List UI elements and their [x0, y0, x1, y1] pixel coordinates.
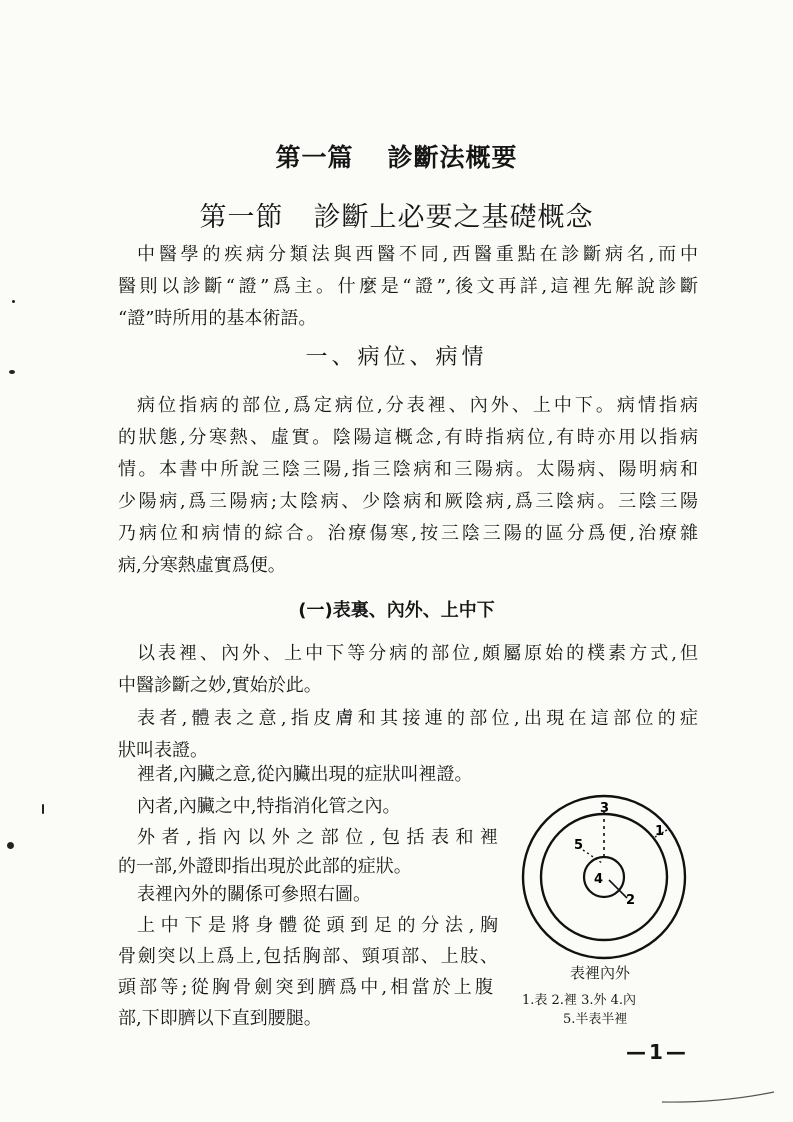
body-line: 的一部,外證即指出現於此部的症狀。 — [118, 856, 412, 877]
body-line: 少陽病,爲三陽病;太陰病、少陰病和厥陰病,爲三陰病。三陰三陽 — [118, 491, 698, 512]
body-line: 病,分寒熱虛實爲便。 — [118, 555, 286, 576]
body-line: 部,下即臍以下直到腰腿。 — [118, 1008, 322, 1029]
body-line: 表者,體表之意,指皮膚和其接連的部位,出現在這部位的症 — [137, 708, 698, 729]
figure-label-1: 1 — [655, 824, 665, 839]
scan-mark — [12, 300, 15, 303]
section-title-part2: 診斷上必要之基礎概念 — [313, 202, 594, 233]
figure-label-4: 4 — [594, 872, 604, 887]
body-line: 頭部等;從胸骨劍突到臍爲中,相當於上腹 — [118, 977, 493, 998]
subsection-heading: (一)表裏、內外、上中下 — [298, 600, 495, 621]
scan-mark — [7, 842, 14, 849]
body-line: 情。本書中所說三陰三陽,指三陰病和三陽病。太陽病、陽明病和 — [118, 459, 698, 480]
body-line: 骨劍突以上爲上,包括胸部、頸項部、上肢、 — [118, 946, 498, 967]
intro-line: 中醫學的疾病分類法與西醫不同,西醫重點在診斷病名,而中 — [137, 244, 698, 265]
body-line: 上中下是將身體從頭到足的分法,胸 — [137, 915, 498, 936]
chapter-title-part2: 診斷法概要 — [387, 143, 518, 172]
figure-label-2: 2 — [626, 893, 636, 908]
body-line: 的狀態,分寒熱、虛實。陰陽這概念,有時指病位,有時亦用以指病 — [118, 427, 698, 448]
subsection-heading: 一、病位、病情 — [305, 345, 488, 370]
scan-mark — [42, 804, 44, 814]
section-title-part1: 第一節 — [199, 202, 284, 233]
body-line: 乃病位和病情的綜合。治療傷寒,按三陰三陽的區分爲便,治療雜 — [118, 523, 698, 544]
body-line: 內者,內臟之中,特指消化管之內。 — [137, 796, 401, 817]
figure-caption: 1.表 2.裡 3.外 4.內 — [522, 993, 637, 1008]
body-line: 裡者,內臟之意,從內臟出現的症狀叫裡證。 — [137, 764, 473, 785]
figure-label-3: 3 — [600, 801, 610, 816]
inner-circle — [584, 857, 624, 897]
body-line: 外者,指內以外之部位,包括表和裡 — [137, 827, 498, 848]
intro-line: “證”時所用的基本術語。 — [118, 308, 317, 329]
intro-line: 醫則以診斷“證”爲主。什麼是“證”,後文再詳,這裡先解說診斷 — [118, 276, 698, 297]
body-line: 病位指病的部位,爲定病位,分表裡、內外、上中下。病情指病 — [137, 395, 698, 416]
body-line: 狀叫表證。 — [118, 740, 208, 761]
body-line: 以表裡、內外、上中下等分病的部位,頗屬原始的樸素方式,但 — [137, 643, 698, 664]
chapter-title-part1: 第一篇 — [275, 143, 354, 172]
figure-title: 表裡內外 — [570, 964, 631, 982]
figure-caption: 5.半表半裡 — [563, 1012, 628, 1027]
scan-mark — [9, 370, 15, 374]
concentric-circles-figure — [515, 790, 695, 960]
scan-smudge-line — [660, 1088, 780, 1108]
figure-label-5: 5 — [574, 838, 584, 853]
chapter-title — [0, 138, 793, 174]
middle-circle — [541, 814, 667, 940]
body-line: 中醫診斷之妙,實始於此。 — [118, 675, 322, 696]
section-title — [0, 195, 793, 234]
body-line: 表裡內外的關係可參照右圖。 — [137, 884, 371, 905]
page-number: —1— — [626, 1040, 689, 1064]
